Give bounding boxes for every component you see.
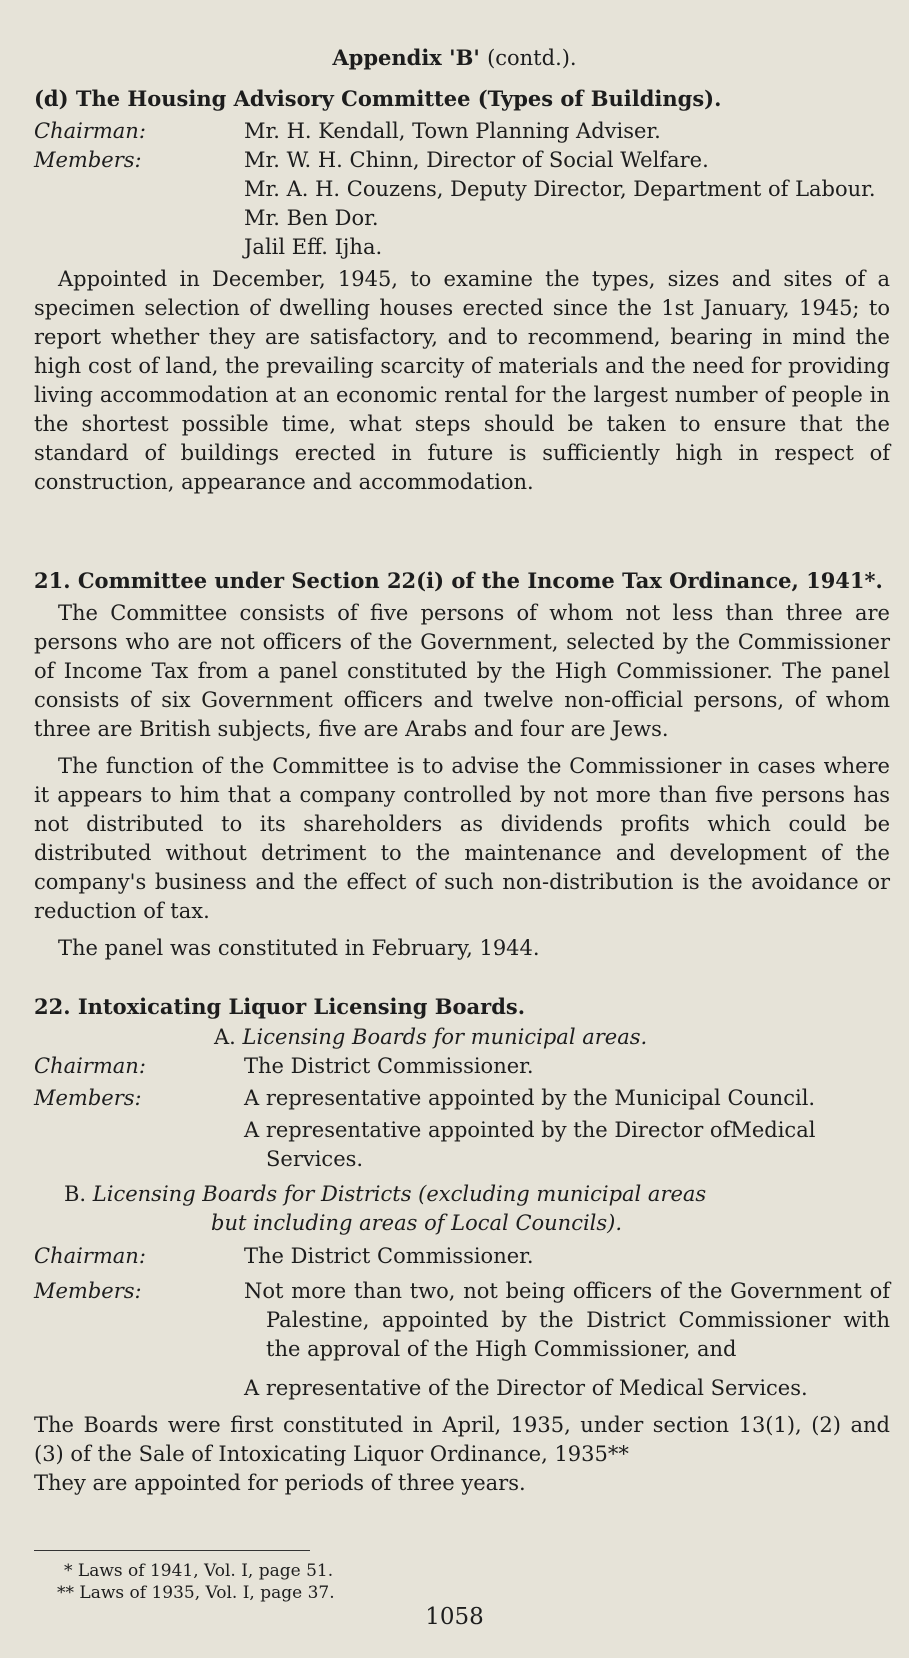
footnote-rule <box>34 1550 310 1551</box>
section-22-heading: 22. Intoxicating Liquor Licensing Boards. <box>34 994 526 1019</box>
footnote: ** Laws of 1935, Vol. I, page 37. <box>57 1583 335 1603</box>
section-22 <box>34 994 890 1498</box>
members-label: Members: <box>34 148 142 172</box>
chairman-label: Chairman: <box>34 1244 146 1268</box>
a-members-row <box>34 1084 890 1174</box>
footnote: * Laws of 1941, Vol. I, page 51. <box>64 1561 334 1581</box>
section-d-members-row <box>34 146 890 262</box>
section-21-paragraph: The function of the Committee is to advise the Commissioner in cases where it appears to him that a company controlled by not more than five persons has not distributed to its shareholders as dividends profits which could be distributed without detriment to the maintenance and development of the company's business and the effect of such non-distribution is the avoidance or reduction of tax. <box>34 754 890 923</box>
member-item: Not more than two, not being officers of the Government of Palestine, appointed by the District Commissioner with the approval of the High Commissioner, and <box>244 1279 890 1361</box>
section-d <box>34 86 890 497</box>
members-label: Members: <box>34 1086 142 1110</box>
section-21 <box>34 568 890 963</box>
sub-a-prefix: A. <box>214 1025 236 1049</box>
section-21-paragraph: The Committee consists of five persons of whom not less than three are persons who are not officers of the Government, selected by the Commissioner of Income Tax from a panel constituted by the High Commissioner. The panel consists of six Government officers and twelve non-official persons, of whom three are British subjects, five are Arabs and four are Jews. <box>34 601 890 741</box>
member-item: Jalil Eff. Ijha. <box>244 235 383 259</box>
sub-heading-a <box>34 1023 890 1052</box>
header-title: Appendix 'B' <box>332 45 480 70</box>
page-number: 1058 <box>425 1604 484 1630</box>
section-22-paragraph: The Boards were first constituted in April, 1935, under section 13(1), (2) and (3) of the Sale of Intoxicating Liquor Ordinance, 1935** <box>34 1413 890 1466</box>
chairman-value: The District Commissioner. <box>244 1054 534 1078</box>
header-contd: (contd.). <box>487 46 577 70</box>
chairman-value: Mr. H. Kendall, Town Planning Adviser. <box>244 119 661 143</box>
member-item: A representative of the Director of Medical Services. <box>244 1376 808 1400</box>
section-21-heading: 21. Committee under Section 22(i) of the Income Tax Ordinance, 1941*. <box>34 568 883 593</box>
b-chairman-row <box>34 1242 890 1271</box>
chairman-value: The District Commissioner. <box>244 1244 534 1268</box>
section-d-chairman-row <box>34 117 890 146</box>
chairman-label: Chairman: <box>34 119 146 143</box>
member-item: A representative appointed by the Director ofMedical Services. <box>244 1118 816 1171</box>
sub-b-title-cont: but including areas of Local Councils). <box>211 1211 623 1235</box>
section-d-paragraph: Appointed in December, 1945, to examine the types, sizes and sites of a specimen selection of dwelling houses erected since the 1st January, 1945; to report whether they are satisfactory, and to recommend, bearing in mind the high cost of land, the prevailing scarcity of materials and the need for providing living accommodation at an economic rental for the largest number of people in the shortest possible time, what steps should be taken to ensure that the standard of buildings erected in future is sufficiently high in respect of construction, appearance and accommodation. <box>34 267 890 494</box>
member-item: A representative appointed by the Municipal Council. <box>244 1086 816 1110</box>
sub-b-title: Licensing Boards for Districts (excluding municipal areas <box>92 1182 707 1206</box>
section-22-paragraph: They are appointed for periods of three years. <box>34 1471 526 1495</box>
member-item: Mr. Ben Dor. <box>244 206 379 230</box>
section-21-paragraph: The panel was constituted in February, 1944. <box>58 936 540 960</box>
members-label: Members: <box>34 1279 142 1303</box>
a-chairman-row <box>34 1052 890 1081</box>
section-d-heading: (d) The Housing Advisory Committee (Types of Buildings). <box>34 86 722 111</box>
sub-heading-b <box>34 1180 890 1209</box>
sub-b-prefix: B. <box>64 1182 87 1206</box>
member-item: Mr. A. H. Couzens, Deputy Director, Department of Labour. <box>244 177 876 201</box>
sub-a-title: Licensing Boards for municipal areas. <box>242 1025 648 1049</box>
chairman-label: Chairman: <box>34 1054 146 1078</box>
page-header <box>0 45 909 70</box>
b-members-row <box>34 1277 890 1403</box>
member-item: Mr. W. H. Chinn, Director of Social Welfare. <box>244 148 709 172</box>
